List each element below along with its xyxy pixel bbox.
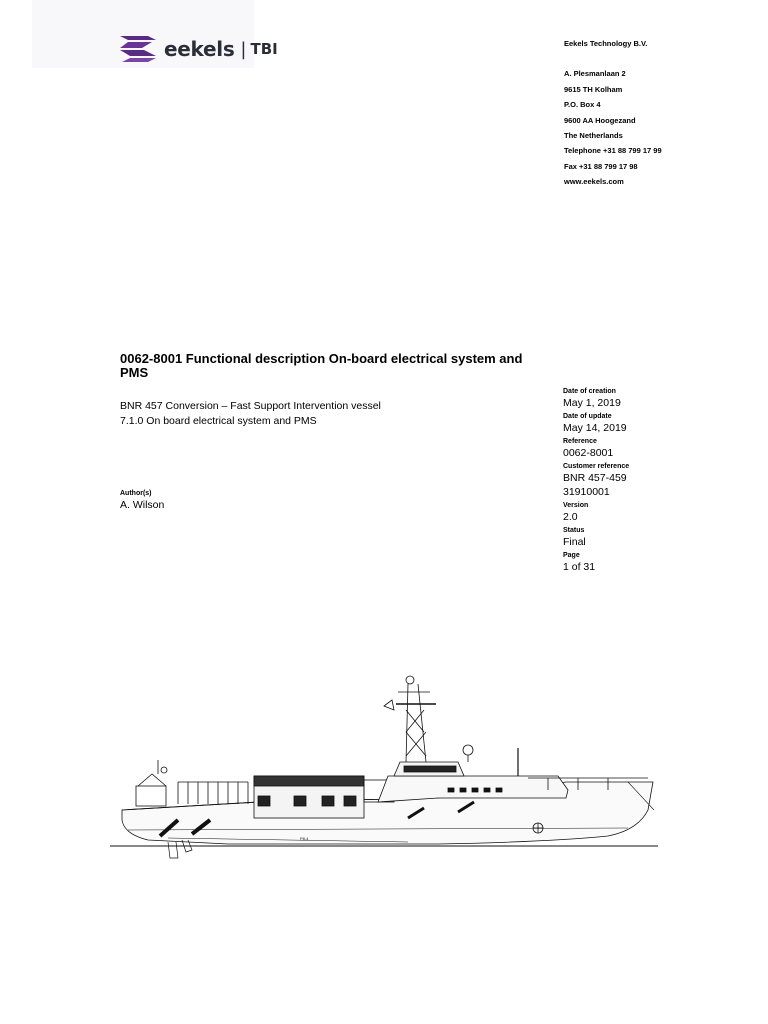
date-creation-value: May 1, 2019 xyxy=(563,397,621,409)
date-update-label: Date of update xyxy=(563,413,612,420)
ship-drawing-icon xyxy=(108,670,660,870)
telephone-line: Telephone +31 88 799 17 99 xyxy=(564,146,662,156)
logo-suffix: TBI xyxy=(250,40,278,58)
reference-label: Reference xyxy=(563,438,597,445)
version-label: Version xyxy=(563,502,589,509)
page-value: 1 of 31 xyxy=(563,561,596,573)
document-meta xyxy=(563,386,629,576)
fax-line: Fax +31 88 799 17 98 xyxy=(564,161,638,171)
status-label: Status xyxy=(563,527,585,534)
subtitle-project: BNR 457 Conversion – Fast Support Intervention vessel xyxy=(120,400,381,412)
subtitle-section: 7.1.0 On board electrical system and PMS xyxy=(120,415,317,427)
address-line: P.O. Box 4 xyxy=(564,100,601,110)
author-name: A. Wilson xyxy=(120,499,165,511)
company-address xyxy=(564,36,662,190)
author-block xyxy=(120,489,164,512)
address-line: 9600 AA Hoogezand xyxy=(564,115,636,125)
company-name: Eekels Technology B.V. xyxy=(564,39,648,48)
hull-marking: P8-4 xyxy=(300,836,309,841)
website-link[interactable]: www.eekels.com xyxy=(564,177,624,187)
customer-reference-value-2: 31910001 xyxy=(563,486,610,498)
address-line: 9615 TH Kolham xyxy=(564,84,623,94)
customer-reference-value: BNR 457-459 xyxy=(563,472,627,484)
status-value: Final xyxy=(563,536,586,548)
document-title: 0062-8001 Functional description On-board electrical system and PMS xyxy=(120,351,523,380)
eekels-logo-icon xyxy=(118,34,158,64)
version-value: 2.0 xyxy=(563,511,578,523)
company-logo xyxy=(118,34,278,64)
reference-value: 0062-8001 xyxy=(563,447,614,459)
date-update-value: May 14, 2019 xyxy=(563,422,627,434)
customer-reference-label: Customer reference xyxy=(563,463,630,470)
document-subtitle xyxy=(120,399,381,429)
address-line: A. Plesmanlaan 2 xyxy=(564,69,626,79)
logo-separator: | xyxy=(240,38,247,60)
page-label: Page xyxy=(563,552,580,559)
author-label: Author(s) xyxy=(120,490,152,497)
logo-name: eekels xyxy=(164,37,235,61)
date-creation-label: Date of creation xyxy=(563,388,616,395)
address-line: The Netherlands xyxy=(564,131,623,141)
